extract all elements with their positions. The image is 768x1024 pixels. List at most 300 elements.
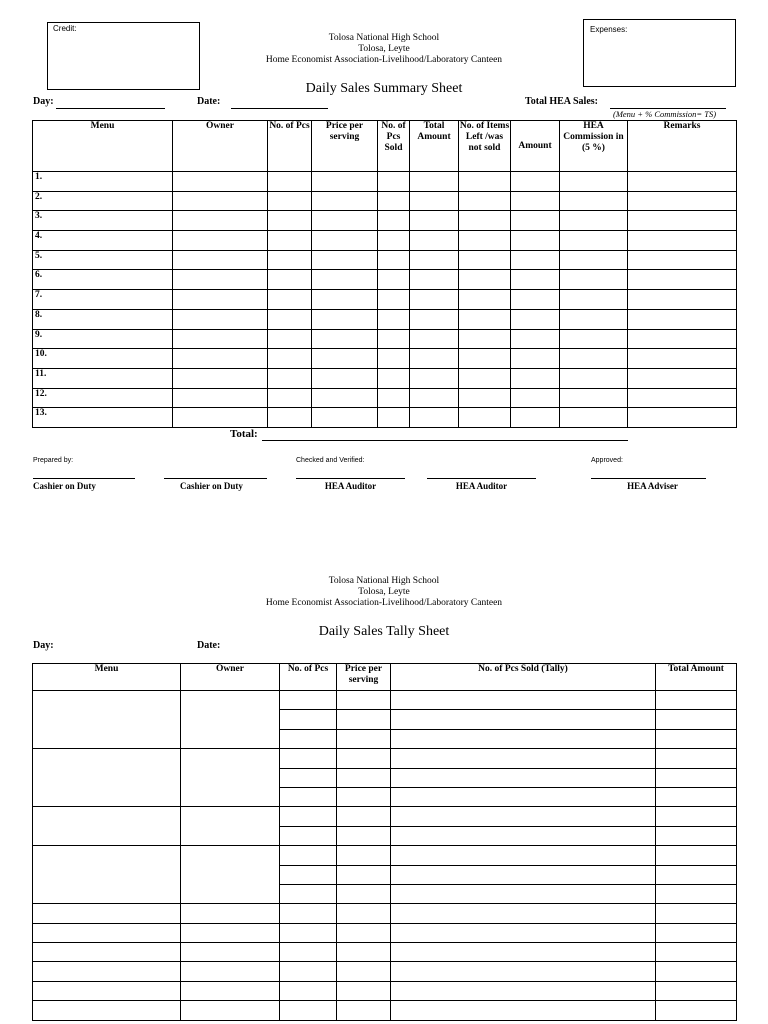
table-cell[interactable] xyxy=(181,981,280,1000)
table-cell[interactable] xyxy=(628,329,737,349)
row-number-cell[interactable]: 11. xyxy=(33,368,173,388)
table-cell[interactable] xyxy=(312,211,378,231)
table-cell[interactable] xyxy=(312,231,378,251)
table-cell[interactable] xyxy=(656,691,737,710)
table-cell[interactable] xyxy=(337,884,391,903)
school-location: Tolosa, Leyte xyxy=(358,587,410,597)
table-row xyxy=(33,349,737,369)
table-cell[interactable] xyxy=(459,309,511,329)
row-number-cell[interactable]: 12. xyxy=(33,388,173,408)
table-cell[interactable] xyxy=(560,290,628,310)
expenses-box[interactable] xyxy=(583,19,736,87)
table-cell[interactable] xyxy=(560,349,628,369)
table-cell[interactable] xyxy=(410,172,459,192)
table-cell[interactable] xyxy=(628,191,737,211)
table-cell[interactable] xyxy=(560,231,628,251)
table-cell[interactable] xyxy=(181,846,280,904)
table-cell[interactable] xyxy=(280,1001,337,1020)
table-cell[interactable] xyxy=(459,191,511,211)
table-cell[interactable] xyxy=(181,923,280,942)
table-cell[interactable] xyxy=(391,962,656,981)
table-row xyxy=(33,943,737,962)
table-cell[interactable] xyxy=(459,290,511,310)
table-cell[interactable] xyxy=(280,981,337,1000)
tally-col-owner: Owner xyxy=(181,664,280,691)
table-row xyxy=(33,250,737,270)
table-cell[interactable] xyxy=(656,884,737,903)
table-cell[interactable] xyxy=(459,408,511,428)
signatory-role: Cashier on Duty xyxy=(180,481,243,491)
table-cell[interactable] xyxy=(511,172,560,192)
table-row xyxy=(33,270,737,290)
table-cell[interactable] xyxy=(280,904,337,923)
prepared-label: Prepared by: xyxy=(33,457,74,464)
school-department: Home Economist Association-Livelihood/Laboratory Canteen xyxy=(265,55,503,65)
table-cell[interactable] xyxy=(173,349,268,369)
checked-label: Checked and Verified: xyxy=(296,457,365,464)
table-cell[interactable] xyxy=(391,787,656,806)
signature-5 xyxy=(591,478,706,491)
table-cell[interactable] xyxy=(312,309,378,329)
tally-col-price: Price per serving xyxy=(337,664,391,691)
table-cell[interactable] xyxy=(511,388,560,408)
table-cell[interactable] xyxy=(560,329,628,349)
table-cell[interactable] xyxy=(391,749,656,768)
table-cell[interactable] xyxy=(337,962,391,981)
table-cell[interactable] xyxy=(391,1001,656,1020)
table-cell[interactable] xyxy=(173,388,268,408)
table-cell[interactable] xyxy=(410,250,459,270)
table-cell[interactable] xyxy=(628,270,737,290)
table-cell[interactable] xyxy=(173,211,268,231)
tally-school-header xyxy=(184,576,584,609)
table-cell[interactable] xyxy=(173,172,268,192)
table-cell[interactable] xyxy=(268,250,312,270)
table-cell[interactable] xyxy=(378,250,410,270)
table-cell[interactable] xyxy=(656,710,737,729)
table-cell[interactable] xyxy=(560,408,628,428)
table-cell[interactable] xyxy=(656,787,737,806)
table-cell[interactable] xyxy=(280,943,337,962)
tally-date-label: Date: xyxy=(197,640,221,651)
signatory-role: HEA Auditor xyxy=(455,481,508,491)
table-cell[interactable] xyxy=(391,846,656,865)
table-cell[interactable] xyxy=(378,231,410,251)
table-cell[interactable] xyxy=(511,191,560,211)
row-number-cell[interactable]: 5. xyxy=(33,250,173,270)
col-left: No. of Items Left /was not sold xyxy=(459,121,511,172)
table-cell[interactable] xyxy=(173,191,268,211)
table-cell[interactable] xyxy=(391,826,656,845)
table-cell[interactable] xyxy=(378,408,410,428)
table-cell[interactable] xyxy=(268,191,312,211)
signature-4 xyxy=(427,478,536,491)
table-cell[interactable] xyxy=(181,904,280,923)
table-cell[interactable] xyxy=(33,904,181,923)
table-cell[interactable] xyxy=(312,270,378,290)
signature-line[interactable] xyxy=(296,478,405,479)
table-cell[interactable] xyxy=(560,270,628,290)
date-field[interactable] xyxy=(231,108,328,109)
row-number-cell[interactable]: 6. xyxy=(33,270,173,290)
signature-line[interactable] xyxy=(164,478,267,479)
table-cell[interactable] xyxy=(312,191,378,211)
table-cell[interactable] xyxy=(511,368,560,388)
table-cell[interactable] xyxy=(268,309,312,329)
table-row xyxy=(33,329,737,349)
table-cell[interactable] xyxy=(378,309,410,329)
table-cell[interactable] xyxy=(280,846,337,865)
col-owner: Owner xyxy=(173,121,268,172)
approved-label: Approved: xyxy=(591,457,623,464)
table-cell[interactable] xyxy=(391,865,656,884)
table-cell[interactable] xyxy=(511,408,560,428)
row-number-cell[interactable]: 13. xyxy=(33,408,173,428)
table-row xyxy=(33,388,737,408)
table-row xyxy=(33,408,737,428)
table-cell[interactable] xyxy=(33,962,181,981)
table-cell[interactable] xyxy=(628,290,737,310)
table-cell[interactable] xyxy=(268,172,312,192)
table-cell[interactable] xyxy=(656,826,737,845)
table-cell[interactable] xyxy=(628,349,737,369)
row-number-cell[interactable]: 10. xyxy=(33,349,173,369)
date-label: Date: xyxy=(197,96,221,107)
table-cell[interactable] xyxy=(511,231,560,251)
table-cell[interactable] xyxy=(410,309,459,329)
expenses-label: Expenses: xyxy=(590,25,628,34)
table-cell[interactable] xyxy=(656,923,737,942)
table-cell[interactable] xyxy=(33,1001,181,1020)
table-cell[interactable] xyxy=(628,408,737,428)
table-row xyxy=(33,368,737,388)
table-cell[interactable] xyxy=(173,270,268,290)
table-row xyxy=(33,807,737,826)
credit-label: Credit: xyxy=(53,24,77,33)
table-cell[interactable] xyxy=(337,923,391,942)
table-cell[interactable] xyxy=(391,923,656,942)
table-cell[interactable] xyxy=(181,807,280,846)
table-cell[interactable] xyxy=(410,270,459,290)
table-cell[interactable] xyxy=(280,962,337,981)
table-cell[interactable] xyxy=(33,846,181,904)
table-cell[interactable] xyxy=(378,211,410,231)
table-cell[interactable] xyxy=(656,749,737,768)
table-cell[interactable] xyxy=(173,309,268,329)
table-cell[interactable] xyxy=(378,290,410,310)
table-cell[interactable] xyxy=(280,710,337,729)
table-cell[interactable] xyxy=(312,290,378,310)
table-cell[interactable] xyxy=(378,191,410,211)
school-name: Tolosa National High School xyxy=(328,33,440,43)
row-number-cell[interactable]: 3. xyxy=(33,211,173,231)
table-cell[interactable] xyxy=(410,211,459,231)
table-cell[interactable] xyxy=(33,923,181,942)
table-row xyxy=(33,211,737,231)
table-cell[interactable] xyxy=(337,749,391,768)
tally-table xyxy=(32,663,737,1021)
table-cell[interactable] xyxy=(511,349,560,369)
signature-3 xyxy=(296,478,405,491)
row-number-cell[interactable]: 7. xyxy=(33,290,173,310)
tally-col-pcs: No. of Pcs xyxy=(280,664,337,691)
table-cell[interactable] xyxy=(268,270,312,290)
school-name: Tolosa National High School xyxy=(328,576,440,586)
table-cell[interactable] xyxy=(410,388,459,408)
table-cell[interactable] xyxy=(656,981,737,1000)
table-cell[interactable] xyxy=(181,962,280,981)
table-cell[interactable] xyxy=(312,250,378,270)
table-cell[interactable] xyxy=(268,368,312,388)
tally-col-menu: Menu xyxy=(33,664,181,691)
table-cell[interactable] xyxy=(378,329,410,349)
table-cell[interactable] xyxy=(459,270,511,290)
table-cell[interactable] xyxy=(280,691,337,710)
table-cell[interactable] xyxy=(268,211,312,231)
table-row xyxy=(33,846,737,865)
table-cell[interactable] xyxy=(459,368,511,388)
table-row xyxy=(33,172,737,192)
table-cell[interactable] xyxy=(378,172,410,192)
summary-title: Daily Sales Summary Sheet xyxy=(305,81,463,96)
table-cell[interactable] xyxy=(378,368,410,388)
table-cell[interactable] xyxy=(391,981,656,1000)
table-cell[interactable] xyxy=(312,172,378,192)
school-header xyxy=(184,33,584,66)
table-cell[interactable] xyxy=(280,729,337,748)
table-cell[interactable] xyxy=(560,368,628,388)
table-row xyxy=(33,191,737,211)
table-cell[interactable] xyxy=(173,368,268,388)
table-cell[interactable] xyxy=(459,211,511,231)
table-cell[interactable] xyxy=(337,943,391,962)
table-cell[interactable] xyxy=(268,349,312,369)
table-row xyxy=(33,1001,737,1020)
grand-total-field[interactable] xyxy=(262,440,628,441)
table-cell[interactable] xyxy=(511,211,560,231)
col-commission: HEA Commission in (5 %) xyxy=(560,121,628,172)
table-cell[interactable] xyxy=(337,807,391,826)
table-cell[interactable] xyxy=(337,787,391,806)
table-cell[interactable] xyxy=(628,309,737,329)
col-menu: Menu xyxy=(33,121,173,172)
table-cell[interactable] xyxy=(337,710,391,729)
table-cell[interactable] xyxy=(511,290,560,310)
table-cell[interactable] xyxy=(337,981,391,1000)
col-sold: No. of Pcs Sold xyxy=(378,121,410,172)
tally-day-label: Day: xyxy=(33,640,54,651)
summary-table xyxy=(32,120,737,428)
table-cell[interactable] xyxy=(511,329,560,349)
col-price: Price per serving xyxy=(312,121,378,172)
table-cell[interactable] xyxy=(337,904,391,923)
signatory-role: HEA Adviser xyxy=(627,481,678,491)
table-cell[interactable] xyxy=(312,349,378,369)
table-cell[interactable] xyxy=(656,904,737,923)
table-row xyxy=(33,904,737,923)
table-cell[interactable] xyxy=(391,729,656,748)
table-cell[interactable] xyxy=(312,408,378,428)
table-cell[interactable] xyxy=(391,691,656,710)
table-cell[interactable] xyxy=(33,943,181,962)
table-cell[interactable] xyxy=(560,191,628,211)
table-cell[interactable] xyxy=(459,172,511,192)
table-cell[interactable] xyxy=(560,250,628,270)
signature-line[interactable] xyxy=(427,478,536,479)
table-cell[interactable] xyxy=(173,408,268,428)
table-cell[interactable] xyxy=(337,1001,391,1020)
table-cell[interactable] xyxy=(628,231,737,251)
table-cell[interactable] xyxy=(280,787,337,806)
table-cell[interactable] xyxy=(33,807,181,846)
signature-2 xyxy=(164,478,267,491)
table-cell[interactable] xyxy=(280,826,337,845)
table-cell[interactable] xyxy=(280,923,337,942)
table-row xyxy=(33,290,737,310)
table-cell[interactable] xyxy=(33,691,181,749)
table-cell[interactable] xyxy=(656,1001,737,1020)
table-row xyxy=(33,962,737,981)
col-pcs: No. of Pcs xyxy=(268,121,312,172)
row-number-cell[interactable]: 2. xyxy=(33,191,173,211)
table-cell[interactable] xyxy=(268,290,312,310)
school-department: Home Economist Association-Livelihood/Laboratory Canteen xyxy=(265,598,503,608)
table-cell[interactable] xyxy=(511,309,560,329)
table-cell[interactable] xyxy=(459,349,511,369)
table-cell[interactable] xyxy=(560,388,628,408)
table-cell[interactable] xyxy=(628,388,737,408)
table-cell[interactable] xyxy=(280,865,337,884)
table-row xyxy=(33,981,737,1000)
table-cell[interactable] xyxy=(560,211,628,231)
table-cell[interactable] xyxy=(337,865,391,884)
table-cell[interactable] xyxy=(656,768,737,787)
table-cell[interactable] xyxy=(337,691,391,710)
row-number-cell[interactable]: 9. xyxy=(33,329,173,349)
table-cell[interactable] xyxy=(337,826,391,845)
table-cell[interactable] xyxy=(33,981,181,1000)
table-cell[interactable] xyxy=(656,807,737,826)
table-cell[interactable] xyxy=(511,270,560,290)
table-cell[interactable] xyxy=(173,250,268,270)
table-cell[interactable] xyxy=(459,250,511,270)
table-cell[interactable] xyxy=(656,962,737,981)
day-field[interactable] xyxy=(56,108,165,109)
table-cell[interactable] xyxy=(181,749,280,807)
table-cell[interactable] xyxy=(628,211,737,231)
table-cell[interactable] xyxy=(459,329,511,349)
table-cell[interactable] xyxy=(312,388,378,408)
school-location: Tolosa, Leyte xyxy=(358,44,410,54)
table-cell[interactable] xyxy=(173,231,268,251)
table-cell[interactable] xyxy=(410,368,459,388)
row-number-cell[interactable]: 4. xyxy=(33,231,173,251)
table-cell[interactable] xyxy=(410,231,459,251)
table-cell[interactable] xyxy=(628,172,737,192)
table-cell[interactable] xyxy=(391,904,656,923)
signature-line[interactable] xyxy=(591,478,706,479)
table-cell[interactable] xyxy=(391,710,656,729)
table-cell[interactable] xyxy=(173,329,268,349)
table-cell[interactable] xyxy=(268,231,312,251)
table-cell[interactable] xyxy=(410,329,459,349)
table-cell[interactable] xyxy=(459,388,511,408)
table-cell[interactable] xyxy=(181,943,280,962)
table-cell[interactable] xyxy=(268,388,312,408)
table-cell[interactable] xyxy=(378,388,410,408)
table-cell[interactable] xyxy=(410,349,459,369)
table-cell[interactable] xyxy=(410,290,459,310)
table-cell[interactable] xyxy=(410,191,459,211)
table-cell[interactable] xyxy=(181,691,280,749)
table-cell[interactable] xyxy=(391,768,656,787)
table-cell[interactable] xyxy=(656,865,737,884)
table-cell[interactable] xyxy=(337,729,391,748)
row-number-cell[interactable]: 8. xyxy=(33,309,173,329)
table-cell[interactable] xyxy=(628,250,737,270)
total-sales-label: Total HEA Sales: xyxy=(525,96,598,107)
col-total: Total Amount xyxy=(410,121,459,172)
table-cell[interactable] xyxy=(459,231,511,251)
table-cell[interactable] xyxy=(560,172,628,192)
row-number-cell[interactable]: 1. xyxy=(33,172,173,192)
day-label: Day: xyxy=(33,96,54,107)
table-cell[interactable] xyxy=(337,846,391,865)
grand-total-label: Total: xyxy=(230,428,258,440)
table-cell[interactable] xyxy=(378,349,410,369)
signature-1 xyxy=(33,478,135,491)
signatory-role: HEA Auditor xyxy=(324,481,377,491)
tally-title: Daily Sales Tally Sheet xyxy=(318,624,450,639)
table-cell[interactable] xyxy=(378,270,410,290)
table-cell[interactable] xyxy=(337,768,391,787)
table-row xyxy=(33,923,737,942)
table-row xyxy=(33,691,737,710)
table-cell[interactable] xyxy=(280,768,337,787)
table-cell[interactable] xyxy=(312,368,378,388)
commission-formula: (Menu + % Commission= TS) xyxy=(613,109,717,119)
table-cell[interactable] xyxy=(656,846,737,865)
signature-line[interactable] xyxy=(33,478,135,479)
tally-col-total: Total Amount xyxy=(656,664,737,691)
table-cell[interactable] xyxy=(280,749,337,768)
col-remarks: Remarks xyxy=(628,121,737,172)
signatory-role: Cashier on Duty xyxy=(33,481,96,491)
table-cell[interactable] xyxy=(33,749,181,807)
table-cell[interactable] xyxy=(268,329,312,349)
col-amount: Amount xyxy=(511,121,560,172)
table-cell[interactable] xyxy=(560,309,628,329)
table-cell[interactable] xyxy=(280,884,337,903)
table-cell[interactable] xyxy=(628,368,737,388)
table-cell[interactable] xyxy=(312,329,378,349)
table-cell[interactable] xyxy=(391,943,656,962)
table-cell[interactable] xyxy=(656,943,737,962)
table-cell[interactable] xyxy=(391,884,656,903)
table-row xyxy=(33,231,737,251)
credit-box[interactable] xyxy=(47,22,200,90)
table-cell[interactable] xyxy=(511,250,560,270)
tally-col-sold: No. of Pcs Sold (Tally) xyxy=(391,664,656,691)
table-cell[interactable] xyxy=(280,807,337,826)
table-cell[interactable] xyxy=(181,1001,280,1020)
table-cell[interactable] xyxy=(268,408,312,428)
table-cell[interactable] xyxy=(656,729,737,748)
table-cell[interactable] xyxy=(410,408,459,428)
table-row xyxy=(33,309,737,329)
table-cell[interactable] xyxy=(173,290,268,310)
table-cell[interactable] xyxy=(391,807,656,826)
